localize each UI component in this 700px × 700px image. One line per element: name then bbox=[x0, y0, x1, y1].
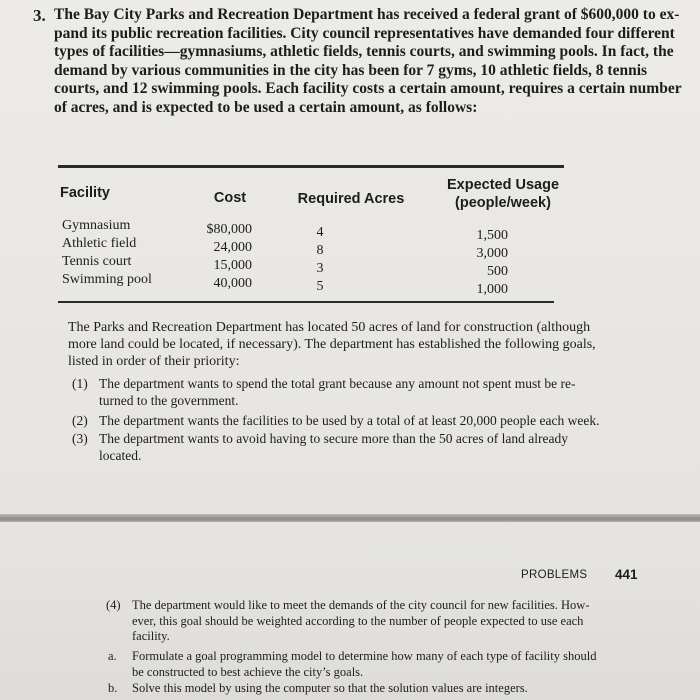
paragraph-line: The Parks and Recreation Department has located 50 acres of land for construction (although bbox=[68, 320, 591, 335]
header-expected-usage: Expected Usage bbox=[446, 177, 560, 193]
goal-number: (4) bbox=[106, 598, 121, 612]
goal-number: (3) bbox=[72, 431, 88, 446]
cell-usage: 1,500 bbox=[476, 228, 508, 243]
goal-text: turned to the government. bbox=[99, 392, 239, 408]
paragraph-line: listed in order of their priority: bbox=[68, 354, 240, 370]
problem-line: types of facilities—gymnasiums, athletic fields, tennis courts, and swimming pools. In fact, the bbox=[54, 43, 674, 61]
goal-text: The department wants the facilities to be used by a total of at least 20,000 people each week. bbox=[99, 413, 600, 428]
goal-text: The department wants to spend the total grant because any amount not spent must be re- bbox=[99, 376, 576, 391]
goal-text: located. bbox=[99, 447, 142, 463]
cell-usage: 500 bbox=[487, 264, 508, 279]
cell-facility: Athletic field bbox=[62, 236, 137, 251]
constraints-paragraph bbox=[68, 319, 648, 371]
goal-number: (2) bbox=[72, 413, 88, 428]
header-cost: Cost bbox=[213, 190, 247, 206]
problem-line: pand its public recreation facilities. City council representatives have demanded four different bbox=[54, 24, 675, 42]
cell-facility: Gymnasium bbox=[62, 218, 131, 233]
part-text: Formulate a goal programming model to determine how many of each type of facility should bbox=[132, 649, 597, 663]
problem-statement bbox=[54, 6, 682, 118]
problem-line: of acres, and is expected to be used a certain amount, as follows: bbox=[54, 98, 478, 116]
goal-text: facility. bbox=[132, 629, 170, 644]
paragraph-line: more land could be located, if necessary). The department has established the following goals, bbox=[68, 337, 596, 353]
goal-number: (1) bbox=[72, 376, 88, 391]
part-text: be constructed to best achieve the city’s goals. bbox=[132, 664, 364, 679]
cell-acres: 3 bbox=[316, 261, 324, 276]
cell-facility: Tennis court bbox=[62, 254, 132, 269]
cell-acres: 5 bbox=[316, 279, 324, 294]
problem-number: 3. bbox=[33, 6, 46, 25]
part-text: Solve this model by using the computer so that the solution values are integers. bbox=[132, 681, 528, 695]
cell-cost: 15,000 bbox=[213, 258, 252, 273]
goal-text: The department wants to avoid having to secure more than the 50 acres of land already bbox=[99, 431, 568, 446]
cell-cost: 40,000 bbox=[213, 276, 252, 291]
header-required-acres: Required Acres bbox=[297, 191, 405, 207]
header-facility: Facility bbox=[60, 185, 110, 201]
cell-cost: $80,000 bbox=[206, 222, 252, 237]
cell-acres: 4 bbox=[316, 225, 324, 240]
cell-usage: 1,000 bbox=[476, 282, 508, 297]
problem-line: courts, and 12 swimming pools. Each facility costs a certain amount, requires a certain number bbox=[54, 80, 682, 98]
goal-text: ever, this goal should be weighted according to the number of people expected to use each bbox=[132, 613, 584, 628]
header-usage-units: (people/week) bbox=[455, 195, 551, 211]
cell-acres: 8 bbox=[316, 243, 324, 258]
part-label: a. bbox=[108, 649, 117, 663]
part-label: b. bbox=[108, 681, 118, 695]
goal-text: The department would like to meet the demands of the city council for new facilities. How- bbox=[132, 598, 590, 612]
cell-usage: 3,000 bbox=[476, 246, 508, 261]
cell-cost: 24,000 bbox=[213, 240, 252, 255]
table-top-rule bbox=[58, 165, 564, 168]
running-head: PROBLEMS bbox=[521, 569, 588, 581]
cell-facility: Swimming pool bbox=[62, 272, 152, 287]
problem-line: The Bay City Parks and Recreation Department has received a federal grant of $600,000 to ex- bbox=[54, 6, 680, 23]
problem-line: demand by various communities in the city has been for 7 gyms, 10 athletic fields, 8 tennis bbox=[54, 61, 648, 79]
table-bottom-rule bbox=[58, 301, 554, 303]
page-number: 441 bbox=[615, 567, 638, 582]
